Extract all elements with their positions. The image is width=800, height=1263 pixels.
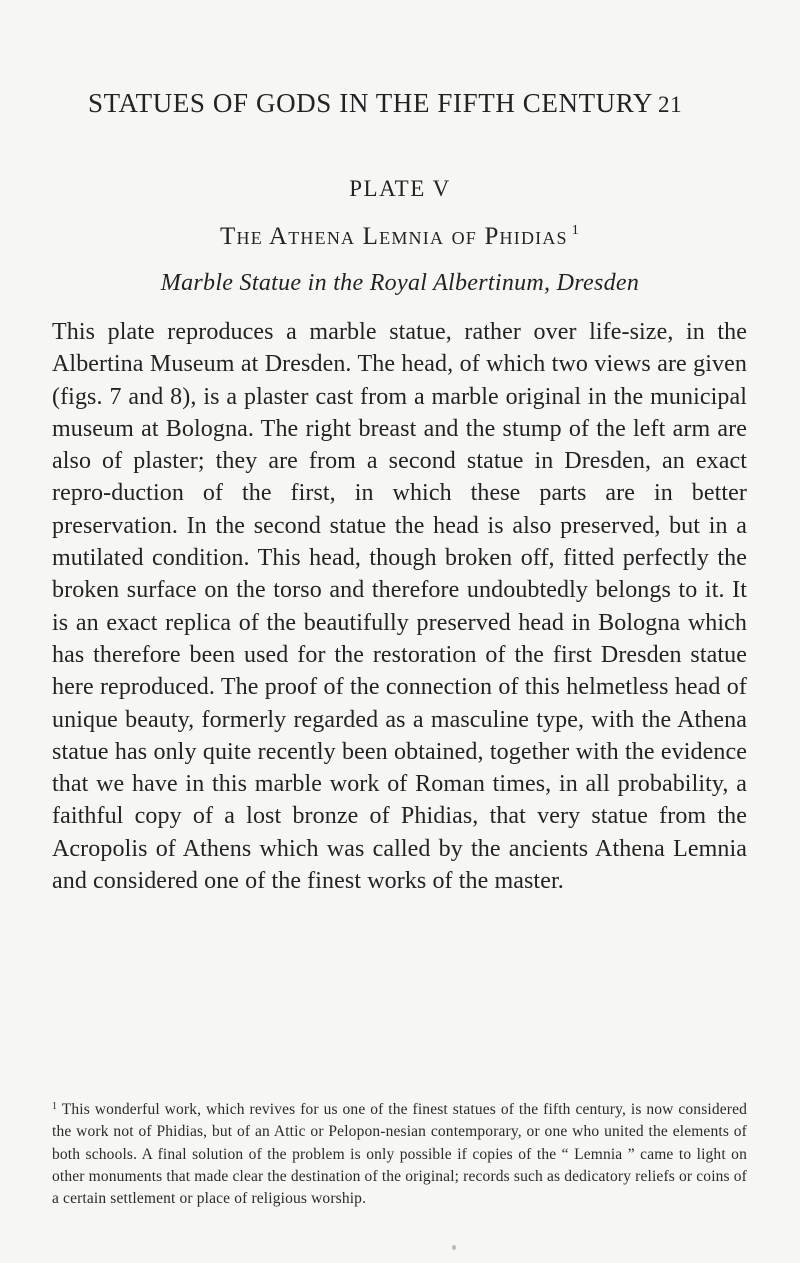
footnote-reference: 1 (571, 223, 580, 238)
page-speck (452, 1245, 456, 1250)
footnote (52, 1096, 747, 1210)
footnote-text: This wonderful work, which revives for us one of the finest statues of the fifth century, is now considered the work not of Phidias, but of an Attic or Pelopon-nesian contemporary, or one who united the elements of both schools. A final solution of the problem is only possible if copies of the “ Lemnia ” came to light on other monuments that made clear the destination of the original; records such as dedicatory reliefs or coins of a certain settlement or place of religious worship. (52, 1101, 748, 1208)
section-title (0, 223, 800, 251)
section-title-text: The Athena Lemnia of Phidias (220, 223, 568, 250)
running-head-title: STATUES OF GODS IN THE FIFTH CENTURY (88, 88, 653, 118)
body-paragraph: This plate reproduces a marble statue, rather over life-size, in the Albertina Museum at Dresden. The head, of which two views are given (figs. 7 and 8), is a plaster cast from a marble original in the municipal museum at Bologna. The right breast and the stump of the left arm are also of plaster; they are from a second statue in Dresden, an exact repro-duction of the first, in which these parts are in better preservation. In the second statue the head is also preserved, but in a mutilated condition. This head, though broken off, fitted perfectly the broken surface on the torso and therefore undoubtedly belongs to it. It is an exact replica of the beautifully preserved head in Bologna which has therefore been used for the restoration of the first Dresden statue here reproduced. The proof of the connection of this helmetless head of unique beauty, formerly regarded as a masculine type, with the Athena statue has only quite recently been obtained, together with the evidence that we have in this marble work of Roman times, in all probability, a faithful copy of a lost bronze of Phidias, that very statue from the Acropolis of Athens which was called by the ancients Athena Lemnia and considered one of the finest works of the master. (52, 319, 747, 895)
section-subtitle: Marble Statue in the Royal Albertinum, Dresden (160, 270, 640, 296)
page-number: 21 (658, 92, 683, 117)
footnote-marker: 1 (52, 1101, 58, 1112)
running-head (88, 88, 708, 119)
plate-label: PLATE V (349, 176, 451, 201)
